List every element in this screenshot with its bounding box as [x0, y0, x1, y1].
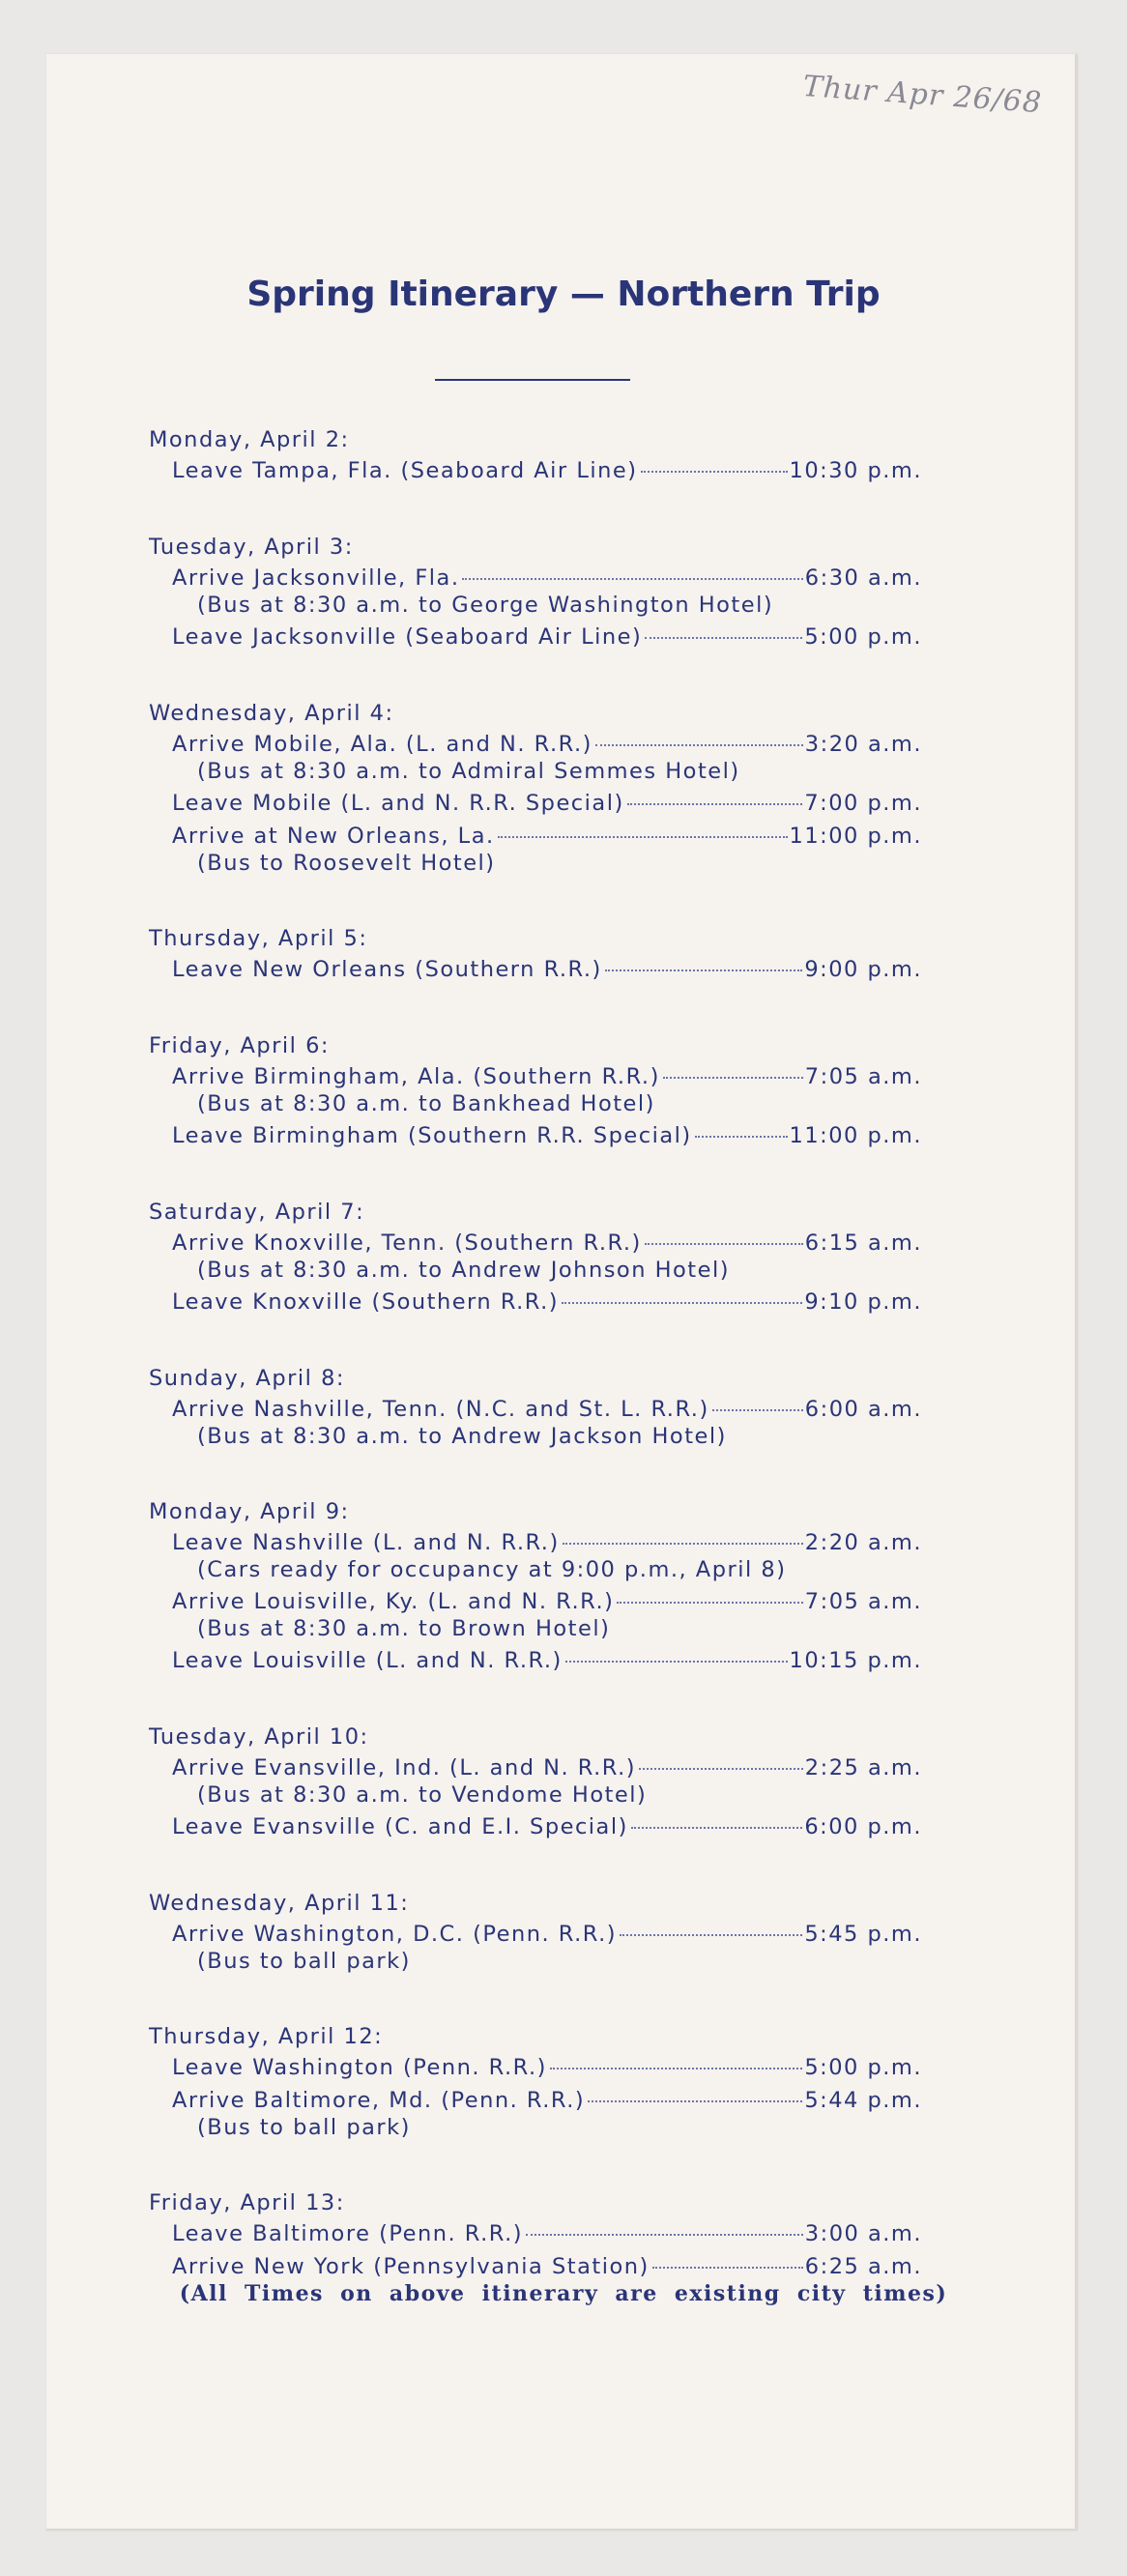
entry-line [172, 1588, 922, 1616]
entry-description: Arrive Knoxville, Tenn. (Southern R.R.) [172, 1230, 642, 1256]
entry-note: (Bus at 8:30 a.m. to George Washington Hotel) [197, 593, 774, 618]
itinerary-day [149, 1887, 922, 1975]
itinerary-entry [172, 2253, 922, 2281]
entry-line [172, 823, 922, 851]
entry-note: (Cars ready for occupancy at 9:00 p.m., April 8) [197, 1557, 787, 1582]
entry-time: 2:25 a.m. [804, 1755, 922, 1780]
entry-time: 7:05 a.m. [804, 1064, 922, 1089]
entry-line [172, 1063, 922, 1091]
entry-time: 5:00 p.m. [804, 2055, 922, 2080]
entry-time: 5:44 p.m. [804, 2088, 922, 2113]
itinerary-entry [172, 457, 922, 485]
dot-leader [645, 637, 802, 639]
entry-note: (Bus at 8:30 a.m. to Brown Hotel) [197, 1616, 611, 1641]
itinerary-entry [172, 1288, 922, 1317]
itinerary-entry [172, 1396, 922, 1450]
entry-description: Arrive Birmingham, Ala. (Southern R.R.) [172, 1064, 660, 1089]
entry-time: 3:20 a.m. [804, 732, 922, 757]
itinerary-entry [172, 1813, 922, 1841]
entry-line [172, 1396, 922, 1424]
itinerary-entry [172, 1122, 922, 1150]
entry-description: Arrive Evansville, Ind. (L. and N. R.R.) [172, 1755, 637, 1780]
title-underline-divider [435, 379, 630, 381]
entry-description: Leave Nashville (L. and N. R.R.) [172, 1530, 560, 1555]
day-header: Friday, April 6: [149, 1033, 330, 1058]
day-header: Saturday, April 7: [149, 1200, 365, 1225]
entry-description: Leave Louisville (L. and N. R.R.) [172, 1648, 563, 1673]
entry-time: 6:25 a.m. [804, 2254, 922, 2279]
entry-line [172, 623, 922, 651]
day-header: Wednesday, April 11: [149, 1891, 410, 1916]
itinerary-day [149, 531, 922, 651]
entry-note: (Bus at 8:30 a.m. to Andrew Jackson Hotel) [197, 1424, 727, 1449]
itinerary-entry [172, 2087, 922, 2141]
entry-line [172, 790, 922, 818]
entry-time: 7:05 a.m. [804, 1589, 922, 1614]
footer-note: (All Times on above itinerary are existing city times) [179, 2281, 948, 2306]
dot-leader [588, 2100, 802, 2102]
dot-leader [712, 1409, 803, 1411]
dot-leader [462, 578, 802, 580]
day-header: Wednesday, April 4: [149, 701, 394, 726]
dot-leader [562, 1302, 802, 1304]
entry-description: Leave Mobile (L. and N. R.R. Special) [172, 791, 624, 816]
entry-line [172, 1288, 922, 1317]
entry-description: Leave Baltimore (Penn. R.R.) [172, 2221, 524, 2246]
itinerary-entry [172, 564, 922, 619]
entry-time: 2:20 a.m. [804, 1530, 922, 1555]
itinerary-day [149, 1196, 922, 1317]
itinerary-entry [172, 1921, 922, 1975]
itinerary-day [149, 1495, 922, 1675]
itinerary-entry [172, 790, 922, 818]
entry-time: 6:15 a.m. [804, 1230, 922, 1256]
day-header: Thursday, April 5: [149, 926, 368, 951]
itinerary-day [149, 2020, 922, 2141]
entry-line [172, 457, 922, 485]
entry-note: (Bus to Roosevelt Hotel) [197, 851, 496, 876]
dot-leader [563, 1543, 803, 1545]
entry-time: 7:00 p.m. [804, 791, 922, 816]
itinerary-entry [172, 623, 922, 651]
dot-leader [663, 1077, 803, 1079]
entry-time: 5:45 p.m. [804, 1922, 922, 1947]
entry-line [172, 1921, 922, 1949]
dot-leader [639, 1768, 803, 1770]
dot-leader [620, 1934, 802, 1936]
entry-time: 10:30 p.m. [789, 458, 922, 483]
itinerary-entry [172, 1754, 922, 1809]
entry-time: 6:30 a.m. [804, 565, 922, 591]
day-header: Tuesday, April 10: [149, 1724, 369, 1750]
entry-line [172, 1230, 922, 1258]
entry-description: Leave Tampa, Fla. (Seaboard Air Line) [172, 458, 638, 483]
day-header: Thursday, April 12: [149, 2024, 384, 2049]
handwritten-date-note: Thur Apr 26/68 [801, 70, 1044, 121]
entry-line [172, 1754, 922, 1782]
itinerary-day [149, 922, 922, 984]
entry-description: Leave Knoxville (Southern R.R.) [172, 1289, 560, 1315]
entry-time: 11:00 p.m. [789, 1123, 922, 1148]
itinerary-entry [172, 1647, 922, 1675]
itinerary-day [149, 2186, 922, 2281]
entry-line [172, 1647, 922, 1675]
entry-time: 3:00 a.m. [804, 2221, 922, 2246]
entry-time: 9:00 p.m. [804, 957, 922, 982]
entry-line [172, 2087, 922, 2115]
entry-description: Arrive Nashville, Tenn. (N.C. and St. L. R.R.) [172, 1397, 709, 1422]
entry-note: (Bus at 8:30 a.m. to Admiral Semmes Hotel) [197, 759, 740, 784]
dot-leader [498, 836, 788, 838]
dot-leader [595, 744, 803, 746]
entry-note: (Bus to ball park) [197, 1949, 411, 1974]
dot-leader [631, 1827, 802, 1829]
entry-line [172, 1813, 922, 1841]
day-header: Monday, April 2: [149, 427, 350, 452]
itinerary-entry [172, 1588, 922, 1642]
entry-description: Arrive Baltimore, Md. (Penn. R.R.) [172, 2088, 586, 2113]
dot-leader [617, 1602, 802, 1604]
day-header: Tuesday, April 3: [149, 535, 354, 560]
entry-description: Leave New Orleans (Southern R.R.) [172, 957, 602, 982]
entry-description: Arrive Louisville, Ky. (L. and N. R.R.) [172, 1589, 615, 1614]
dot-leader [627, 803, 803, 805]
entry-note: (Bus at 8:30 a.m. to Andrew Johnson Hotel) [197, 1258, 730, 1283]
itinerary-list [149, 423, 922, 2327]
entry-note: (Bus at 8:30 a.m. to Vendome Hotel) [197, 1782, 648, 1808]
itinerary-entry [172, 956, 922, 984]
entry-line [172, 1529, 922, 1557]
entry-note: (Bus to ball park) [197, 2115, 411, 2140]
entry-time: 6:00 p.m. [804, 1814, 922, 1839]
entry-description: Leave Evansville (C. and E.I. Special) [172, 1814, 628, 1839]
itinerary-day [149, 423, 922, 485]
entry-line [172, 731, 922, 759]
entry-description: Arrive Jacksonville, Fla. [172, 565, 460, 591]
dot-leader [645, 1243, 803, 1245]
itinerary-day [149, 1362, 922, 1450]
entry-description: Arrive Mobile, Ala. (L. and N. R.R.) [172, 732, 592, 757]
itinerary-entry [172, 731, 922, 785]
entry-description: Arrive New York (Pennsylvania Station) [172, 2254, 650, 2279]
itinerary-entry [172, 1529, 922, 1583]
itinerary-entry [172, 1063, 922, 1117]
day-header: Monday, April 9: [149, 1499, 350, 1524]
entry-description: Leave Birmingham (Southern R.R. Special) [172, 1123, 692, 1148]
entry-description: Arrive Washington, D.C. (Penn. R.R.) [172, 1922, 618, 1947]
entry-time: 5:00 p.m. [804, 624, 922, 650]
entry-description: Leave Washington (Penn. R.R.) [172, 2055, 547, 2080]
dot-leader [641, 471, 788, 473]
entry-time: 6:00 a.m. [804, 1397, 922, 1422]
entry-line [172, 564, 922, 593]
itinerary-entry [172, 1230, 922, 1284]
entry-description: Leave Jacksonville (Seaboard Air Line) [172, 624, 643, 650]
dot-leader [695, 1136, 788, 1138]
entry-line [172, 2054, 922, 2082]
entry-line [172, 1122, 922, 1150]
dot-leader [605, 970, 803, 971]
itinerary-day [149, 1029, 922, 1150]
entry-line [172, 2253, 922, 2281]
dot-leader [565, 1661, 788, 1663]
entry-note: (Bus at 8:30 a.m. to Bankhead Hotel) [197, 1091, 655, 1116]
dot-leader [550, 2068, 802, 2069]
dot-leader [526, 2234, 803, 2236]
day-header: Friday, April 13: [149, 2190, 345, 2215]
entry-description: Arrive at New Orleans, La. [172, 824, 495, 849]
itinerary-day [149, 697, 922, 877]
entry-time: 9:10 p.m. [804, 1289, 922, 1315]
itinerary-entry [172, 2220, 922, 2248]
itinerary-day [149, 1721, 922, 1841]
page-title: Spring Itinerary — Northern Trip [246, 275, 881, 314]
itinerary-entry [172, 2054, 922, 2082]
itinerary-entry [172, 823, 922, 877]
entry-line [172, 2220, 922, 2248]
day-header: Sunday, April 8: [149, 1366, 345, 1391]
dot-leader [652, 2267, 803, 2269]
entry-time: 11:00 p.m. [789, 824, 922, 849]
entry-time: 10:15 p.m. [789, 1648, 922, 1673]
entry-line [172, 956, 922, 984]
